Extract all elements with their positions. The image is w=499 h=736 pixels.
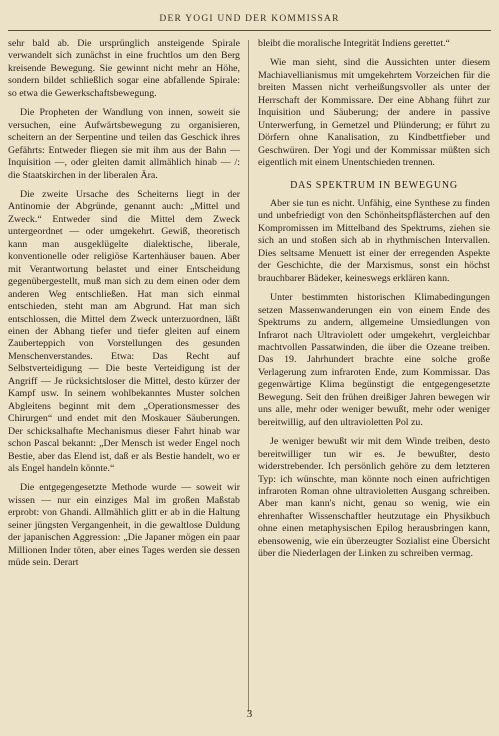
paragraph: sehr bald ab. Die ursprünglich ansteigende Spirale verwandelt sich zunächst in eine fruchtlos um den Berg kreisende Bewegung. Sie gewinnt nicht mehr an Höhe, sondern bildet schließlich sogar eine abfallende Spirale: so etwa die Gewerkschaftsbewegung.	[8, 38, 240, 99]
column-divider	[248, 40, 249, 712]
paragraph: bleibt die moralische Integrität Indiens gerettet.“	[258, 38, 450, 49]
page-number: 3	[246, 708, 253, 720]
paragraph: Wie man sieht, sind die Aussichten unter diesem Machiavellianismus mit umgekehrtem Vorzeichen für die breiten Massen nicht verheißungsvoller als unter der Herrschaft der Kommissare. Der eine Abhang führt zur Inquisition und Säuberung; der andere in passive Unterwerfung, in Gemetzel und Plünderung; er führt zu Dörfern ohne Kanalisation, zu Kindbettfieber und Geschwüren. Der Yogi und der Kommissar müßten sich eigentlich mit einem Unentschieden trennen.	[258, 57, 490, 169]
paragraph: Je weniger bewußt wir mit dem Winde treiben, desto bereitwilliger tun wir es. Je bewußter, desto widerstrebender. Ich persönlich gehöre zu dem letzteren Typ: ich wünschte, man könnte noch einen aufrichtigen infraroten Roman ohne ultravioletten Ausgang schreiben. Aber man kann's nicht, genau so wenig, wie ein ehrenhafter Wissenschaftler heutzutage ein Physikbuch ohne einen metaphysischen Epilog herausbringen kann, ebensowenig, wie ein überzeugter Sozialist eine Übersicht über die Niederlagen der Linken zu schreiben vermag.	[258, 436, 490, 560]
paragraph: Aber sie tun es nicht. Unfähig, eine Synthese zu finden und unbefriedigt von den Schönheitspflästerchen auf den Kompromissen im Mittelband des Spektrums, ziehen sie sich an und stoßen sich ab in rhythmischen Intervallen. Dies seltsame Menuett ist einer der erregenden Aspekte der Geschichte, die der Marxismus, sonst ein höchst brauchbarer Bädeker, keineswegs erklären kann.	[258, 197, 490, 284]
left-column	[8, 38, 240, 577]
paragraph: Die entgegengesetzte Methode wurde — soweit wir wissen — nur ein einziges Mal im großen Maßstab erprobt: von Ghandi. Allmählich glitt er ab in die Haltung seiner jüngsten Vergangenheit, in die gewaltlose Duldung der japanischen Aggression: „Die Japaner mögen ein paar Millionen Inder töten, aber eines Tages werden sie dessen müde sein. Derart	[8, 482, 240, 569]
paragraph: Unter bestimmten historischen Klimabedingungen setzen Massenwanderungen ein von einem Ende des Spektrums zu andern, allgemeine Umsiedlungen von Infrarot nach Ultraviolett oder umgekehrt, vergleichbar machtvollen Passatwinden, die über die Ozeane treiben. Das 19. Jahrhundert brachte eine solche große Verlagerung zum infraroten Ende, zum Kommissar. Das gegenwärtige Klima begünstigt die entgegengesetzte Bewegung. Seit den frühen dreißiger Jahren bewegen wir uns alle, mehr oder weniger bewußt, mehr oder weniger bereitwillig, auf den ultravioletten Pol zu.	[258, 292, 490, 428]
section-heading: DAS SPEKTRUM IN BEWEGUNG	[290, 179, 458, 191]
header-rule	[8, 30, 491, 31]
right-column	[258, 38, 490, 568]
running-header: DER YOGI UND DER KOMMISSAR	[159, 14, 340, 24]
paragraph: Die Propheten der Wandlung von innen, soweit sie versuchen, eine Aufwärtsbewegung zu organisieren, scheitern an der Serpentine und teilen das Geschick ihres Gefährts: Entweder fliegen sie mit ihm aus der Bahn — Inquisition —, oder gleiten damit allmählich hinab — /: die Staatskirchen in der liberalen Ära.	[8, 107, 240, 181]
paragraph: Die zweite Ursache des Scheiterns liegt in der Antinomie der Abgründe, genannt auch: „Mittel und Zweck.“ Entweder sind die Mittel dem Zweck untergeordnet — oder umgekehrt. Gewiß, theoretisch kann man ausgeklügelte dialektische, liberale, konventionelle oder religiöse Kartenhäuser bauen. Aber mit Verantwortung belastet und einer Entscheidung gegenübergestellt, muß man sich zu dem einen oder dem anderen Weg entschließen. Hat man sich einmal entschieden, steht man am Abgrund. Hat man sich entschlossen, die Mittel dem Zweck unterzuordnen, läßt einen der Abhang tiefer und tiefer gleiten auf einem Zauberteppich von Vorstellungen des gesunden Menschenverstandes. Etwa: Das Recht auf Selbstverteidigung — Die beste Verteidigung ist der Angriff — Je rücksichtsloser die Mittel, desto kürzer der Kampf usw. In seinem wohlbekanntes Muster solchen Abgleitens beginnt mit dem „Operationsmesser des Chirurgen“ und endet mit den Moskauer Säuberungen. Der schicksalhafte Mechanismus dieser Fahrt hinab war schon Pascal bekannt: „Der Mensch ist weder Engel noch Bestie, aber das Elend ist, daß er als Bestie handelt, wo er als Engel handeln könnte.“	[8, 188, 240, 474]
